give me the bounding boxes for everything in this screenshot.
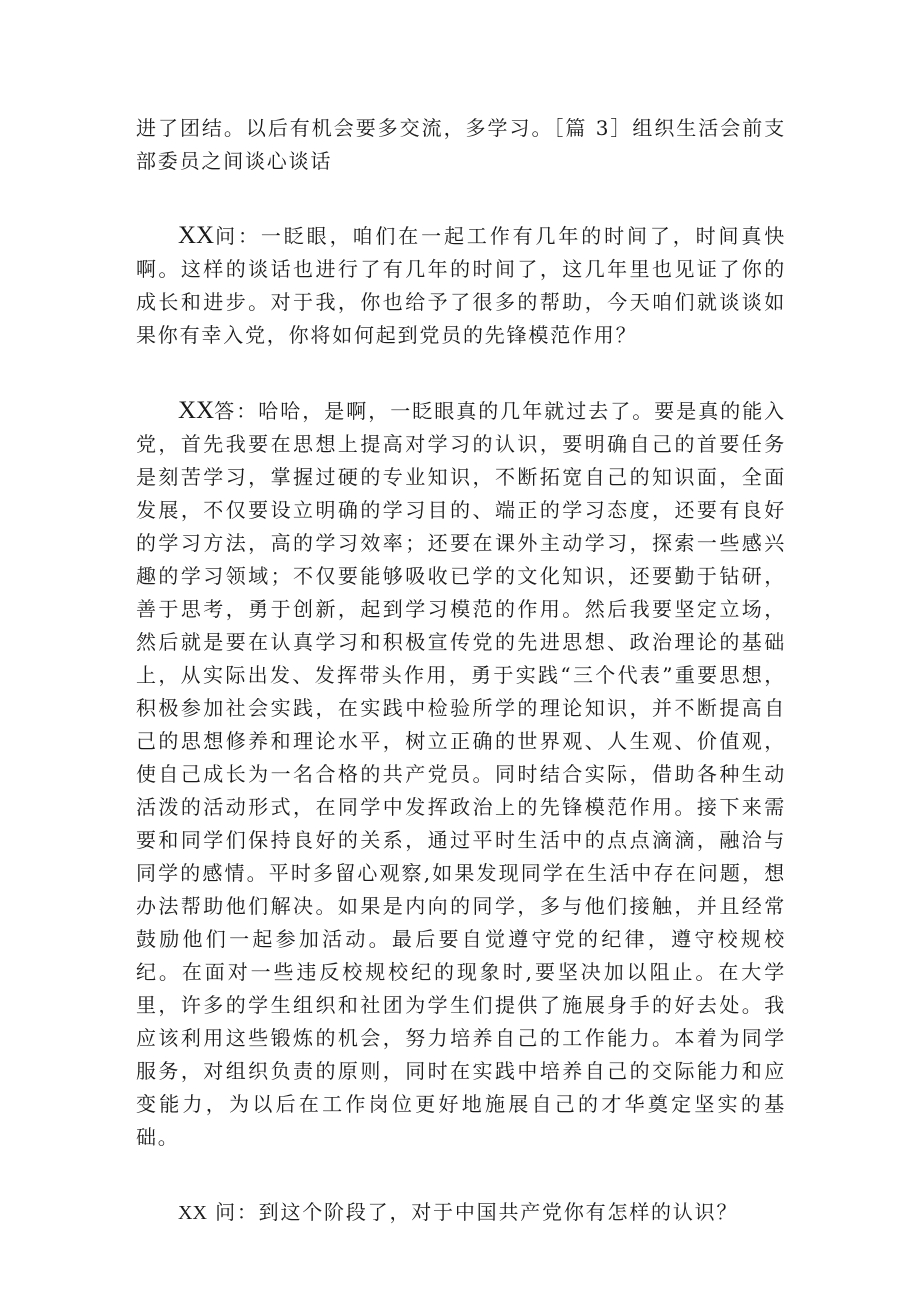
document-page	[136, 112, 786, 1230]
speaker-label: XX	[178, 222, 215, 249]
speaker-label: XX	[178, 1202, 207, 1224]
paragraph-question-2	[136, 1196, 786, 1230]
paragraph-answer-1	[136, 394, 786, 1154]
paragraph-text: 答：哈哈，是啊，一眨眼真的几年就过去了。要是真的能入党，首先我要在思想上提高对学习的认识，要明确自己的首要任务是刻苦学习，掌握过硬的专业知识，不断拓宽自己的知识面，全面发展，不仅要设立明确的学习目的、端正的学习态度，还要有良好的学习方法，高的学习效率；还要在课外主动学习，探索一些感兴趣的学习领域；不仅要能够吸收已学的文化知识，还要勤于钻研，善于思考，勇于创新，起到学习模范的作用。然后我要坚定立场，然后就是要在认真学习和积极宣传党的先进思想、政治理论的基础上，从实际出发、发挥带头作用，勇于实践“三个代表”重要思想，积极参加社会实践，在实践中检验所学的理论知识，并不断提高自己的思想修养和理论水平，树立正确的世界观、人生观、价值观，使自己成长为一名合格的共产党员。同时结合实际，借助各种生动活泼的活动形式，在同学中发挥政治上的先锋模范作用。接下来需要和同学们保持良好的关系，通过平时生活中的点点滴滴，融洽与同学的感情。平时多留心观察,如果发现同学在生活中存在问题，想办法帮助他们解决。如果是内向的同学，多与他们接触，并且经常鼓励他们一起参加活动。最后要自觉遵守党的纪律，遵守校规校纪。在面对一些违反校规校纪的现象时,要坚决加以阻止。在大学里，许多的学生组织和社团为学生们提供了施展身手的好去处。我应该利用这些锻炼的机会，努力培养自己的工作能力。本着为同学服务，对组织负责的原则，同时在实践中培养自己的交际能力和应变能力，为以后在工作岗位更好地施展自己的才华奠定坚实的基础。	[136, 399, 786, 1149]
paragraph-text: 进了团结。以后有机会要多交流，多学习。［篇 3］组织生活会前支部委员之间谈心谈话	[136, 116, 786, 173]
paragraph-question-1	[136, 219, 786, 352]
paragraph-text: 问：一眨眼，咱们在一起工作有几年的时间了，时间真快啊。这样的谈话也进行了有几年的时间了，这几年里也见证了你的成长和进步。对于我，你也给予了很多的帮助，今天咱们就谈谈如果你有幸入党，你将如何起到党员的先锋模范作用？	[136, 224, 786, 347]
speaker-label: XX	[178, 397, 215, 424]
paragraph-continuation	[136, 112, 786, 178]
paragraph-text: 问：到这个阶段了，对于中国共产党你有怎样的认识？	[215, 1200, 739, 1224]
